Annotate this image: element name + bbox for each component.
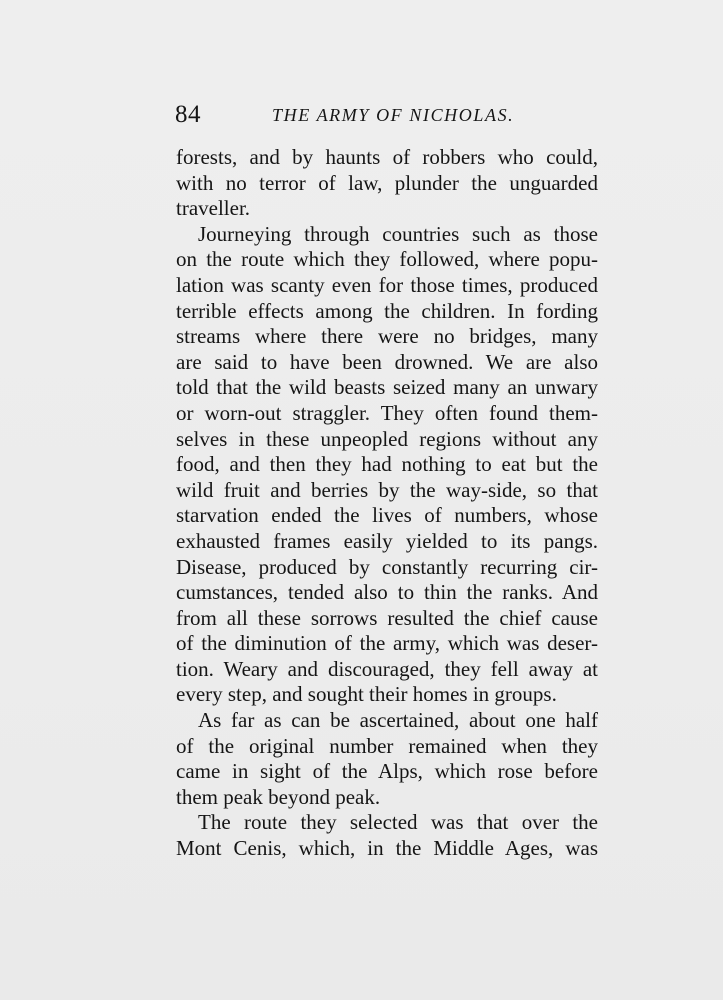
text-line: lation was scanty even for those times, produced bbox=[176, 272, 598, 297]
text-line: starvation ended the lives of numbers, whose bbox=[176, 503, 598, 528]
text-line: Journeying through countries such as those bbox=[198, 221, 598, 246]
text-line: of the original number remained when they bbox=[176, 733, 598, 758]
text-line: cumstances, tended also to thin the ranks. And bbox=[176, 580, 598, 605]
text-line: from all these sorrows resulted the chief cause bbox=[176, 605, 598, 630]
text-line: As far as can be ascertained, about one half bbox=[198, 708, 598, 733]
text-line: streams where there were no bridges, many bbox=[176, 324, 598, 349]
page-number: 84 bbox=[175, 101, 201, 128]
text-line: selves in these unpeopled regions without any bbox=[176, 426, 598, 451]
text-line: terrible effects among the children. In fording bbox=[176, 298, 598, 323]
page-header bbox=[175, 100, 598, 134]
text-line: Disease, produced by constantly recurring cir- bbox=[176, 554, 598, 579]
text-line: food, and then they had nothing to eat but the bbox=[176, 452, 598, 477]
text-line: tion. Weary and discouraged, they fell away at bbox=[176, 656, 598, 681]
text-line: Mont Cenis, which, in the Middle Ages, was bbox=[176, 836, 598, 861]
text-line: traveller. bbox=[176, 196, 251, 221]
text-line: came in sight of the Alps, which rose before bbox=[176, 759, 598, 784]
text-line: of the diminution of the army, which was deser- bbox=[176, 631, 598, 656]
text-line: The route they selected was that over the bbox=[198, 810, 598, 835]
text-line: exhausted frames easily yielded to its pangs. bbox=[176, 528, 598, 553]
text-line: them peak beyond peak. bbox=[176, 784, 381, 809]
text-line: with no terror of law, plunder the unguarded bbox=[176, 170, 598, 195]
text-line: forests, and by haunts of robbers who could, bbox=[176, 145, 598, 169]
body-text bbox=[176, 145, 598, 862]
running-title: THE ARMY OF NICHOLAS. bbox=[272, 105, 515, 125]
text-line: every step, and sought their homes in groups. bbox=[176, 682, 557, 707]
text-line: are said to have been drowned. We are also bbox=[176, 349, 598, 374]
text-line: or worn-out straggler. They often found them- bbox=[176, 400, 598, 425]
text-line: told that the wild beasts seized many an unwary bbox=[176, 375, 598, 400]
text-line: on the route which they followed, where popu- bbox=[176, 247, 598, 272]
text-line: wild fruit and berries by the way-side, so that bbox=[176, 477, 598, 502]
